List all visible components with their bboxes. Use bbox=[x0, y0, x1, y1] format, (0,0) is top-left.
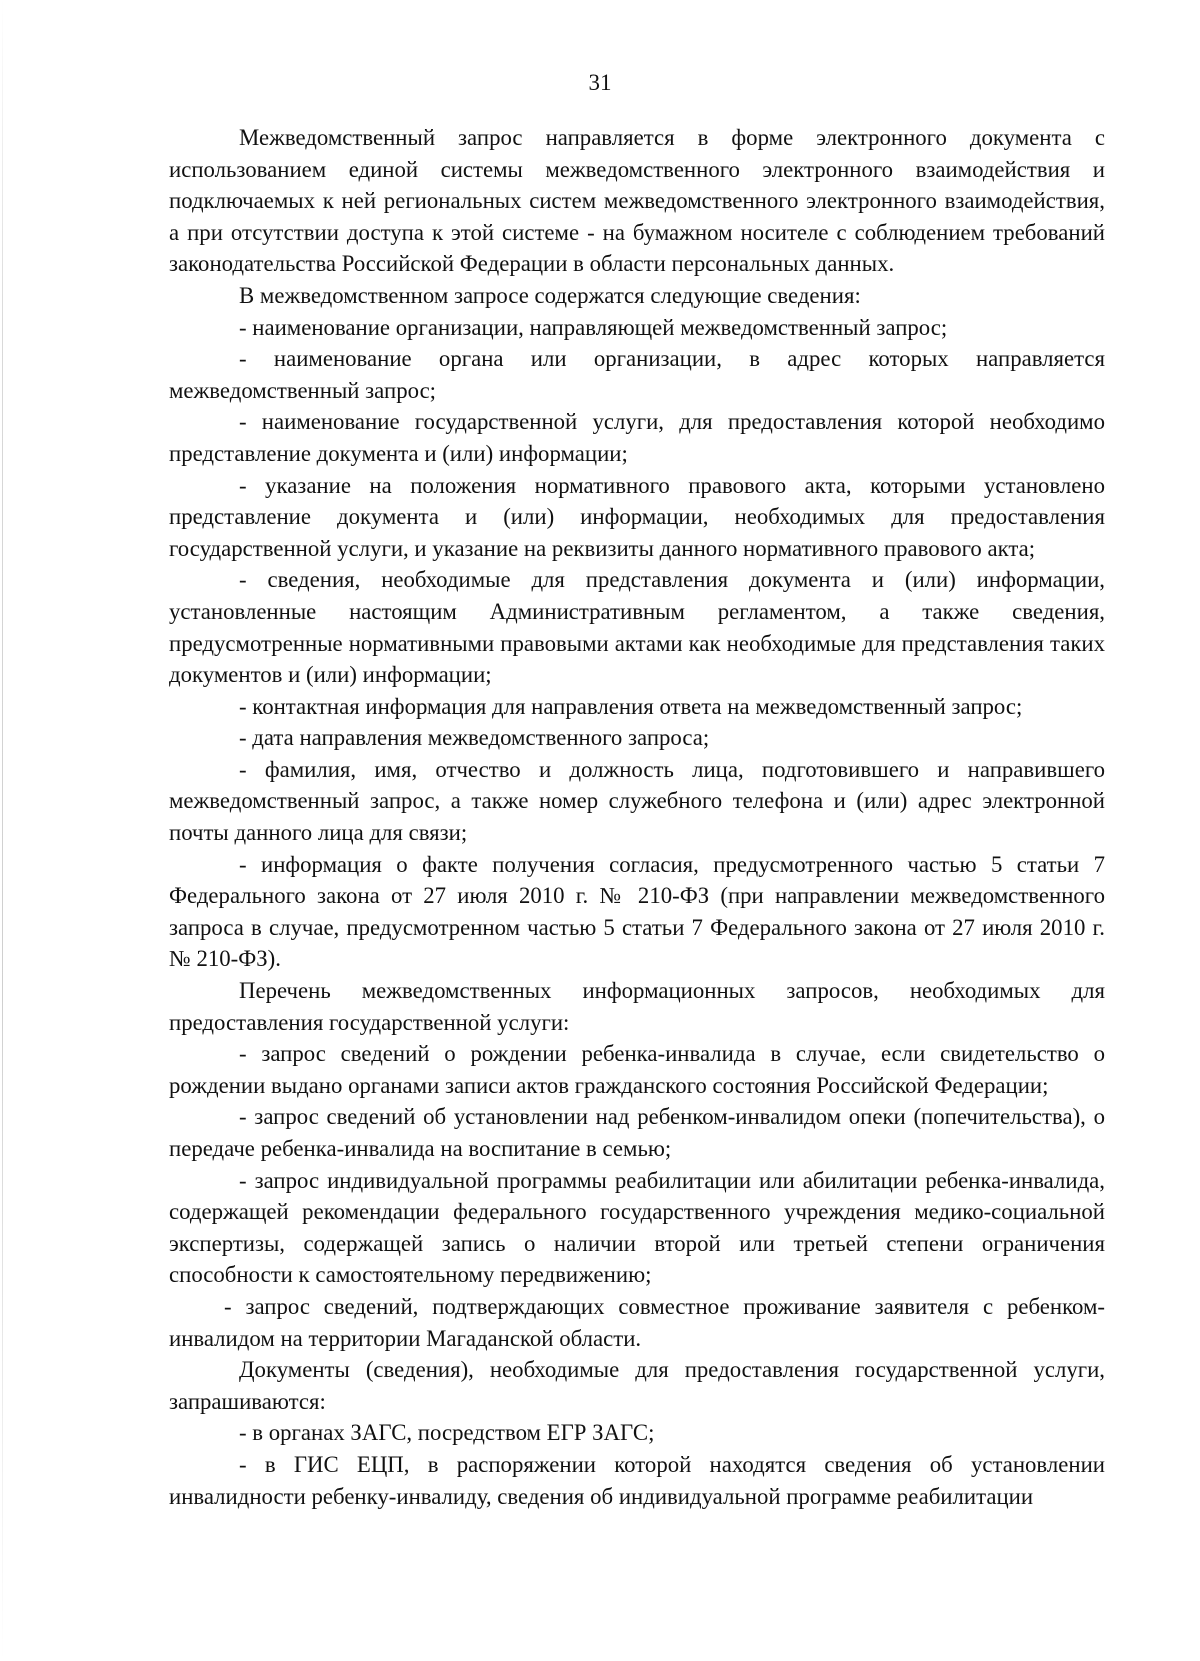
list-item: - в органах ЗАГС, посредством ЕГР ЗАГС; bbox=[239, 1420, 655, 1446]
list-item: - сведения, необходимые для представления документа и (или) информации, установленные настоящим Административным регламентом, а также сведения, предусмотренные нормативными правовыми актами как необходимые для представления таких документов и (или) информации; bbox=[169, 567, 1105, 688]
list-item: - указание на положения нормативного правового акта, которыми установлено представление документа и (или) информации, необходимых для предоставления государственной услуги, и указание на реквизиты данного нормативного правового акта; bbox=[169, 472, 1105, 561]
page-number: 31 bbox=[588, 70, 612, 95]
list-item: - запрос сведений об установлении над ребенком-инвалидом опеки (попечительства), о передаче ребенка-инвалида на воспитание в семью; bbox=[169, 1104, 1105, 1161]
paragraph: Перечень межведомственных информационных запросов, необходимых для предоставления государственной услуги: bbox=[169, 978, 1105, 1035]
paragraph: Межведомственный запрос направляется в форме электронного документа с использованием единой системы межведомственного электронного взаимодействия и подключаемых к ней региональных систем межведомственного электронного взаимодействия, а при отсутствии доступа к этой системе - на бумажном носителе с соблюдением требований законодательства Российской Федерации в области персональных данных. bbox=[169, 125, 1105, 277]
list-item: - информация о факте получения согласия, предусмотренного частью 5 статьи 7 Федерального закона от 27 июля 2010 г. № 210-ФЗ (при направлении межведомственного запроса в случае, предусмотренном частью 5 статьи 7 Федерального закона от 27 июля 2010 г. № 210-ФЗ). bbox=[169, 851, 1105, 972]
paragraph: Документы (сведения), необходимые для предоставления государственной услуги, запрашиваются: bbox=[169, 1357, 1105, 1414]
list-item: - запрос сведений о рождении ребенка-инвалида в случае, если свидетельство о рождении выдано органами записи актов гражданского состояния Российской Федерации; bbox=[169, 1041, 1105, 1098]
list-item: - в ГИС ЕЦП, в распоряжении которой находятся сведения об установлении инвалидности ребенку-инвалиду, сведения об индивидуальной программе реабилитации bbox=[169, 1451, 1105, 1509]
list-item: - контактная информация для направления ответа на межведомственный запрос; bbox=[239, 693, 1023, 719]
list-item: - наименование органа или организации, в адрес которых направляется межведомственный запрос; bbox=[169, 346, 1105, 403]
document-body bbox=[169, 122, 1105, 1512]
list-item: - наименование организации, направляющей межведомственный запрос; bbox=[239, 314, 948, 340]
list-item: - фамилия, имя, отчество и должность лица, подготовившего и направившего межведомственный запрос, а также номер служебного телефона и (или) адрес электронной почты данного лица для связи; bbox=[169, 756, 1105, 846]
list-item: - запрос сведений, подтверждающих совместное проживание заявителя с ребенком-инвалидом на территории Магаданской области. bbox=[169, 1293, 1105, 1351]
list-item: - запрос индивидуальной программы реабилитации или абилитации ребенка-инвалида, содержащей рекомендации федерального государственного учреждения медико-социальной экспертизы, содержащей запись о наличии второй или третьей степени ограничения способности к самостоятельному передвижению; bbox=[169, 1167, 1105, 1288]
list-item: - наименование государственной услуги, для предоставления которой необходимо представление документа и (или) информации; bbox=[169, 409, 1105, 466]
list-item: - дата направления межведомственного запроса; bbox=[239, 725, 710, 751]
paragraph: В межведомственном запросе содержатся следующие сведения: bbox=[239, 282, 861, 308]
scan-edge-line bbox=[2, 0, 3, 1661]
